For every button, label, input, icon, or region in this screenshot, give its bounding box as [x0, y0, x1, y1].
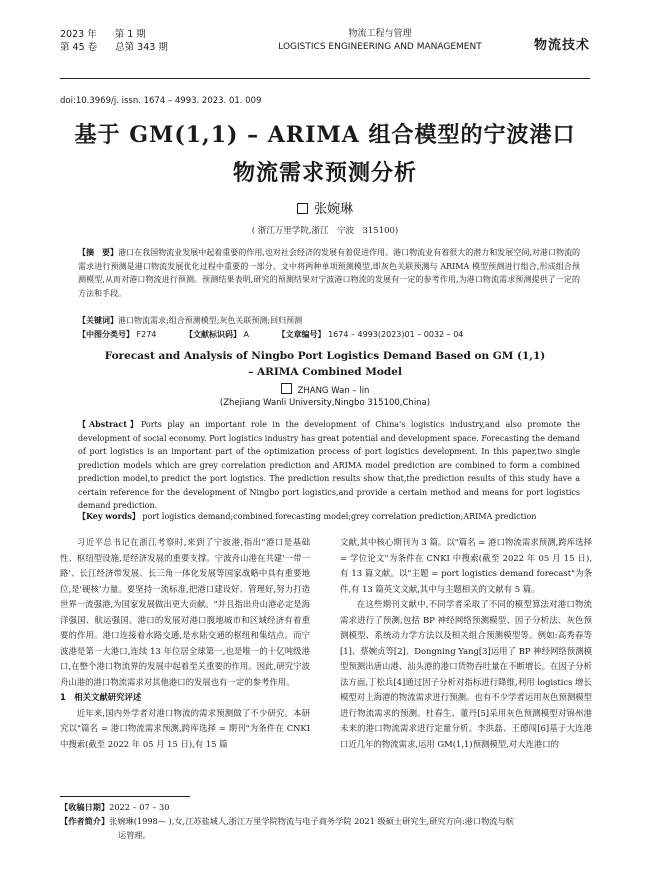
abstract-en-label: 【Abstract】	[78, 419, 141, 429]
author-line	[0, 198, 650, 217]
author-bio-continued: 运管理。	[118, 830, 151, 840]
footnote-rule	[60, 796, 190, 797]
clc-value: F274	[136, 330, 157, 339]
volume: 第 45 卷	[60, 42, 98, 53]
issue-info	[60, 28, 186, 54]
doi[interactable]: doi:10.3969/j. issn. 1674 – 4993. 2023. 01. 009	[60, 96, 262, 106]
body-column-right	[340, 535, 592, 752]
affiliation: ( 浙江万里学院,浙江 宁波 315100)	[251, 226, 399, 236]
running-header	[60, 28, 590, 80]
body-paragraph: 文献,其中核心期刊为 3 篇。以"篇名 = 港口物流需求预测,跨库选择 = 学位论文"为条件在 CNKI 中搜索(截至 2022 年 05 月 15 日),有 13 篇文献。以"主题 = port logistics demand forecast"为条件,有 13 篇英文文献,其中与主题相关的文献有 5 篇。	[340, 537, 592, 594]
english-affiliation: (Zhejiang Wanli University,Ningbo 315100,China)	[219, 398, 431, 408]
checkbox-square-icon	[297, 203, 308, 214]
paper-title	[40, 116, 610, 192]
year: 2023 年	[60, 29, 97, 40]
keywords-zh-label: 【关键词】	[78, 316, 118, 325]
section-heading: 1 相关文献研究评述	[60, 692, 142, 702]
body-paragraph: 习近平总书记在浙江考察时,来到了宁波港,指出"港口是基础性、枢纽型设施,是经济发展的重要支撑。宁波舟山港在共建'一带一路'、长江经济带发展、长三角一体化发展等国家战略中具有重要地位,是'硬核'力量。要坚持一流标准,把港口建设好、管理好,努力打造世界一流强港,为国家发展做出更大贡献。"并且指出舟山港必定是海洋强国、航运强国。港口的发展对港口腹地城市和区域经济有着重要的作用。港口连接着水路交通,是水陆交通的枢纽和集结点。而宁波港是第一大港口,连续 13 年位居全球第一,也是唯一的十亿吨级港口,在整个港口物流界的发展中起着至关重要的作用。因此,研究宁波舟山港的港口物流需求对其他港口的发展也有一定的参考作用。	[60, 537, 310, 687]
keywords-zh	[78, 314, 580, 327]
english-title	[60, 348, 590, 380]
english-title-line-2: – ARIMA Combined Model	[248, 366, 402, 378]
article-number-value: 1674 – 4993(2023)01 – 0032 – 04	[328, 330, 464, 339]
abstract-en-text: Ports play an important role in the development of China's logistics industry,and also promote the development of social economy. Port logistics industry has great potential and development space. Forecasting the demand of port logistics is an important part of the optimization process of port logistics development. In this paper,two single prediction models which are grey correlation prediction and ARIMA model prediction are combined to form a combined prediction model,to predict the port logistics. The prediction results show that,the prediction results of this study have a certain reference for the development of Ningbo port logistics,and provide a certain method and means for port logistics demand prediction.	[78, 420, 580, 510]
issue: 第 1 期	[114, 29, 146, 40]
checkbox-square-icon	[281, 383, 292, 394]
keywords-en-text: port logistics demand;combined forecasting model;grey correlation prediction;ARIMA prediction	[142, 512, 537, 521]
abstract-en	[78, 418, 580, 513]
body-column-left	[60, 535, 310, 752]
doc-code-value: A	[243, 330, 249, 339]
title-line-2: 物流需求预测分析	[232, 160, 417, 186]
keywords-en-label: 【Key words】	[78, 511, 140, 521]
journal-name	[260, 28, 500, 54]
section-name: 物流技术	[533, 38, 590, 53]
body-paragraph: 在这些期刊文献中,不同学者采取了不同的模型算法对港口物流需求进行了预测,包括 BP 神经网络预测模型、因子分析法、灰色预测模型、系统动力学方法以及相关组合预测模型等。例如:高秀春等[1]、蔡婉贞等[2]、Dongning Yang[3]运用了 BP 神经网络预测模型预测出唐山港、汕头港的港口货物吞吐量在不断增长。在因子分析法方面,丁松兵[4]通过因子分析对指标进行降维,利用 logistics 增长模型对上海港的物流需求进行预测。也有不少学者运用灰色预测模型进行物流需求的预测。杜春生、董丹[5]采用灰色预测模型对锦州港未来的港口物流需求进行定量分析。李洪磊、王德闯[6]基于大连港口近几年的物流需求,运用 GM(1,1)预测模型,对大连港口的	[340, 599, 592, 749]
english-author	[0, 383, 650, 396]
received-label: 【收稿日期】	[60, 802, 110, 812]
bio-label: 【作者简介】	[60, 816, 110, 826]
footnote	[60, 800, 590, 842]
journal-name-zh: 物流工程与管理	[348, 29, 412, 39]
abstract-zh	[78, 246, 580, 300]
article-number-label: 【文章编号】	[277, 330, 326, 339]
title-line-1: 基于 GM(1,1) – ARIMA 组合模型的宁波港口	[74, 122, 576, 148]
doc-code-label: 【文献标识码】	[184, 330, 241, 339]
clc-label: 【中图分类号】	[78, 330, 134, 339]
abstract-zh-text: 港口在我国物流业发展中起着重要的作用,也对社会经济的发展有着促进作用。港口物流业有着很大的潜力和发展空间,对港口物流的需求进行预测是港口物流发展优化过程中重要的一部分。文中将两种单项预测模型,即灰色关联预测与 ARIMA 模型预测进行组合,形成组合预测模型,从而对港口物流进行预测。预测结果表明,研究的预测结果对宁波港口物流的发展有一定的参考作用,为港口物流需求预测提供了一定的方法和手段。	[78, 248, 580, 298]
keywords-zh-text: 港口物流需求;组合预测模型;灰色关联预测;回归预测	[118, 316, 303, 325]
journal-name-en: LOGISTICS ENGINEERING AND MANAGEMENT	[278, 42, 482, 52]
english-author-name: ZHANG Wan – lin	[297, 386, 370, 396]
author-bio: 张婉琳(1998— ),女,江苏盐城人,浙江万里学院物流与电子商务学院 2021 级硕士研究生,研究方向:港口物流与航	[109, 816, 514, 826]
classification-line	[78, 328, 580, 341]
header-rule	[60, 78, 590, 79]
total-issue: 总第 343 期	[115, 42, 168, 53]
author-name: 张婉琳	[313, 202, 353, 217]
english-title-line-1: Forecast and Analysis of Ningbo Port Logistics Demand Based on GM (1,1)	[104, 350, 546, 362]
abstract-zh-label: 【摘 要】	[78, 248, 119, 257]
body-paragraph: 近年来,国内外学者对港口物流的需求预测做了不少研究。本研究以"篇名 = 港口物流需求预测,跨库选择 = 期刊"为条件在 CNKI 中搜索(截至 2022 年 05 月 15 日),有 15 篇	[60, 707, 310, 749]
received-date: 2022 – 07 – 30	[109, 802, 170, 812]
keywords-en	[78, 510, 580, 523]
